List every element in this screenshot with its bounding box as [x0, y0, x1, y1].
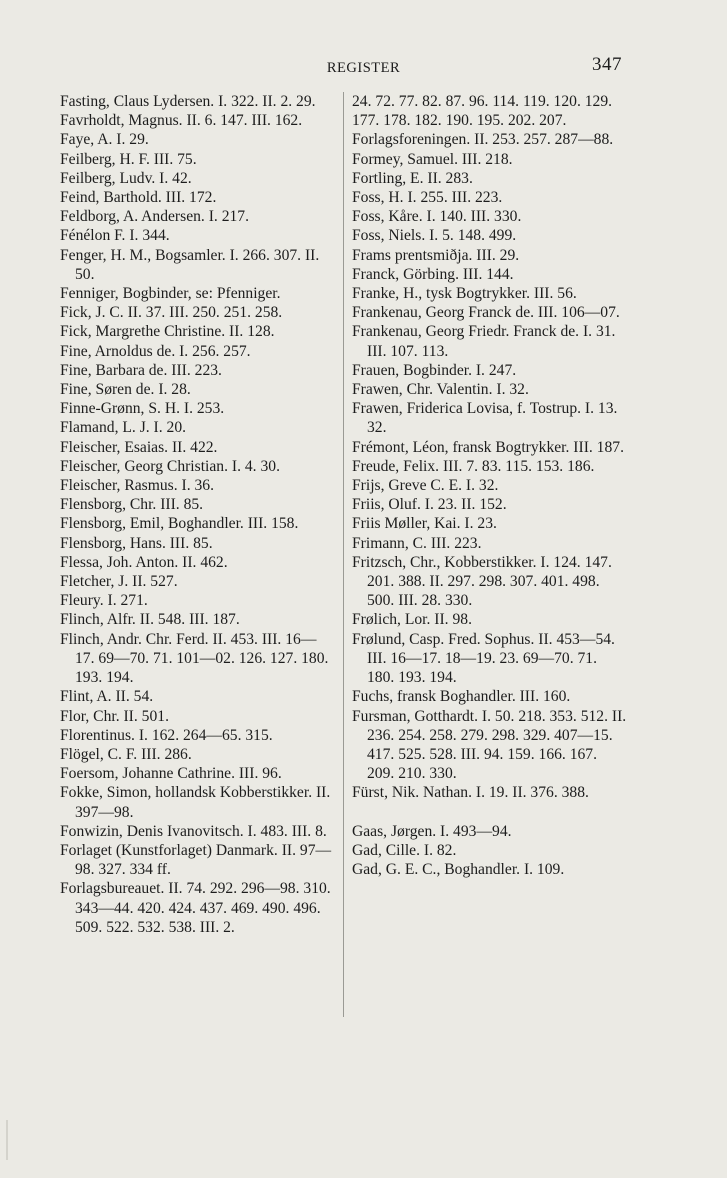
column-divider: [343, 92, 344, 1017]
index-entry: Flinch, Alfr. II. 548. III. 187.: [60, 611, 240, 629]
index-entry: Feilberg, H. F. III. 75.: [60, 150, 197, 168]
index-entry: Foss, H. I. 255. III. 223.: [352, 189, 503, 207]
index-entry: Frankenau, Georg Franck de. III. 106—07.: [352, 304, 620, 322]
index-entry: Flensborg, Emil, Boghandler. III. 158.: [60, 515, 299, 533]
index-entry: Flögel, C. F. III. 286.: [60, 745, 192, 763]
index-entry: Fine, Arnoldus de. I. 256. 257.: [60, 342, 251, 360]
index-column-left: [60, 92, 334, 937]
index-entry: Feilberg, Ludv. I. 42.: [60, 169, 192, 187]
index-entry: Fasting, Claus Lydersen. I. 322. II. 2. 29.: [60, 93, 316, 110]
index-column-right: [352, 92, 628, 879]
index-entry: Flor, Chr. II. 501.: [60, 707, 169, 725]
index-entry: Frimann, C. III. 223.: [352, 534, 482, 552]
index-entry: Frijs, Greve C. E. I. 32.: [352, 477, 499, 495]
index-entry: Fleischer, Esaias. II. 422.: [60, 438, 218, 456]
index-entry: Friis Møller, Kai. I. 23.: [352, 515, 497, 533]
index-entry: Feldborg, A. Andersen. I. 217.: [60, 208, 249, 226]
index-entry: Foersom, Johanne Cathrine. III. 96.: [60, 765, 282, 783]
index-entry: Frawen, Chr. Valentin. I. 32.: [352, 381, 529, 399]
index-entry: Fritzsch, Chr., Kobberstikker. I. 124. 147. 201. 388. II. 297. 298. 307. 401. 498. 500. III. 28. 330.: [352, 553, 612, 610]
index-entry: Frølich, Lor. II. 98.: [352, 611, 472, 629]
index-entry: Frams prentsmiðja. III. 29.: [352, 246, 520, 264]
index-entry: Flint, A. II. 54.: [60, 688, 154, 706]
index-entry: Gad, Cille. I. 82.: [352, 841, 457, 859]
index-entry: Fenger, H. M., Bogsamler. I. 266. 307. II. 50.: [60, 246, 320, 283]
page-header-title: REGISTER: [326, 60, 401, 76]
index-entry: Franke, H., tysk Bogtrykker. III. 56.: [352, 285, 577, 303]
index-entry: Foss, Kåre. I. 140. III. 330.: [352, 208, 522, 226]
index-entry: Flinch, Andr. Chr. Ferd. II. 453. III. 16—17. 69—70. 71. 101—02. 126. 127. 180. 193. 194.: [60, 630, 329, 687]
index-entry: Frølund, Casp. Fred. Sophus. II. 453—54. III. 16—17. 18—19. 23. 69—70. 71. 180. 193. 194.: [352, 630, 615, 687]
index-entry: Forlagsforeningen. II. 253. 257. 287—88.: [352, 131, 614, 149]
index-entry: Frankenau, Georg Friedr. Franck de. I. 31. III. 107. 113.: [352, 323, 616, 360]
index-entry: Frémont, Léon, fransk Bogtrykker. III. 187.: [352, 438, 624, 456]
index-entry: Fokke, Simon, hollandsk Kobberstikker. II. 397—98.: [60, 784, 331, 821]
page-number: 347: [592, 54, 622, 75]
index-entry: Flensborg, Chr. III. 85.: [60, 496, 204, 514]
index-entry: Faye, A. I. 29.: [60, 131, 149, 149]
index-entry: Fonwizin, Denis Ivanovitsch. I. 483. III. 8.: [60, 822, 327, 840]
index-entry: Flamand, L. J. I. 20.: [60, 419, 187, 437]
index-entry: Frauen, Bogbinder. I. 247.: [352, 361, 517, 379]
index-entry: Finne-Grønn, S. H. I. 253.: [60, 400, 225, 418]
index-entry: Fortling, E. II. 283.: [352, 169, 473, 187]
index-entry: Flensborg, Hans. III. 85.: [60, 534, 213, 552]
index-entry: Gaas, Jørgen. I. 493—94.: [352, 822, 512, 840]
page-edge-mark: [6, 1120, 8, 1160]
index-entry: Formey, Samuel. III. 218.: [352, 150, 513, 168]
index-entry: Friis, Oluf. I. 23. II. 152.: [352, 496, 507, 514]
index-entry: Fleischer, Rasmus. I. 36.: [60, 477, 214, 495]
index-entry: Fenniger, Bogbinder, se: Pfenniger.: [60, 285, 281, 303]
index-entry: Fleischer, Georg Christian. I. 4. 30.: [60, 457, 280, 475]
index-entry: Fick, Margrethe Christine. II. 128.: [60, 323, 275, 341]
index-entry: Fuchs, fransk Boghandler. III. 160.: [352, 688, 571, 706]
index-entry: 24. 72. 77. 82. 87. 96. 114. 119. 120. 129. 177. 178. 182. 190. 195. 202. 207.: [352, 93, 613, 130]
index-entry: Fine, Søren de. I. 28.: [60, 381, 191, 399]
index-entry: Foss, Niels. I. 5. 148. 499.: [352, 227, 517, 245]
index-entry: Florentinus. I. 162. 264—65. 315.: [60, 726, 273, 744]
index-entry: Frawen, Friderica Lovisa, f. Tostrup. I. 13. 32.: [352, 400, 618, 437]
index-entry: Favrholdt, Magnus. II. 6. 147. III. 162.: [60, 112, 303, 130]
index-entry: Forlagsbureauet. II. 74. 292. 296—98. 310. 343—44. 420. 424. 437. 469. 490. 496. 509. 522. 532. 538. III. 2.: [60, 880, 331, 936]
index-entry: Feind, Barthold. III. 172.: [60, 189, 217, 207]
index-entry: Fine, Barbara de. III. 223.: [60, 361, 222, 379]
index-entry: Freude, Felix. III. 7. 83. 115. 153. 186.: [352, 457, 595, 475]
index-entry: Fletcher, J. II. 527.: [60, 573, 178, 591]
index-entry: Fürst, Nik. Nathan. I. 19. II. 376. 388.: [352, 784, 589, 802]
index-entry: Fleury. I. 271.: [60, 592, 148, 610]
index-entry: Franck, Görbing. III. 144.: [352, 265, 514, 283]
index-entry: Gad, G. E. C., Boghandler. I. 109.: [352, 860, 565, 878]
index-entry: Fursman, Gotthardt. I. 50. 218. 353. 512. II. 236. 254. 258. 279. 298. 329. 407—15. 417. 525. 528. III. 94. 159. 166. 167. 209. 210. 330.: [352, 707, 627, 783]
index-entry: Fénélon F. I. 344.: [60, 227, 170, 245]
index-entry: Flessa, Joh. Anton. II. 462.: [60, 553, 228, 571]
index-entry: Fick, J. C. II. 37. III. 250. 251. 258.: [60, 304, 283, 322]
index-entry: Forlaget (Kunstforlaget) Danmark. II. 97—98. 327. 334 ff.: [60, 841, 332, 879]
